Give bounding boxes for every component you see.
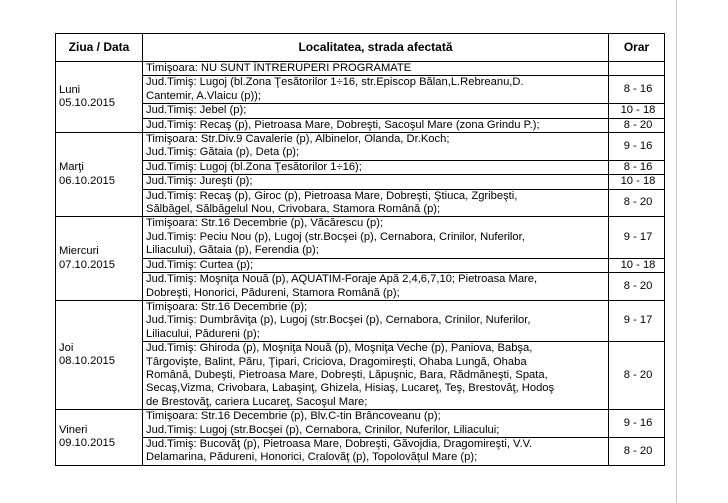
location-line: Liliacului, Pădureni (p); — [146, 327, 260, 340]
time-cell: 8 - 20 — [609, 189, 665, 217]
day-cell — [56, 133, 143, 217]
table-row — [56, 133, 665, 161]
location-line: de Brestovăţ, cariera Lucareţ, Sacoşul Mare; — [146, 395, 368, 408]
time-cell: 8 - 20 — [609, 118, 665, 132]
time-cell: 8 - 16 — [609, 160, 665, 174]
time-cell: 10 - 18 — [609, 175, 665, 189]
day-name: Vineri — [59, 424, 88, 437]
day-date: 06.10.2015 — [59, 174, 115, 187]
location-cell — [143, 217, 609, 258]
location-line: Timişoara: Str.16 Decembrie (p), Blv.C-tin Brâncoveanu (p); — [146, 410, 441, 423]
time-cell — [609, 62, 665, 76]
location-line: Cantemir, A.Vlaicu (p)); — [146, 89, 262, 102]
day-name: Marţi — [59, 161, 84, 174]
location-line: Timişoara: Str.Div.9 Cavalerie (p), Albinelor, Olanda, Dr.Koch; — [146, 133, 450, 146]
location-line: Jud.Timiş: Curtea (p); — [146, 258, 254, 271]
location-line: Dobreşti, Honorici, Pădureni, Stamora Română (p); — [146, 286, 400, 299]
table-row — [56, 410, 665, 438]
location-line: Jud.Timiş: Dumbrăviţa (p), Lugoj (str.Bocşei (p), Cernabora, Crinilor, Nuferilor, — [146, 314, 531, 327]
location-line: Târgovişte, Balint, Păru, Ţipari, Criciova, Dragomireşti, Ohaba Lungă, Ohaba — [146, 355, 527, 368]
location-cell — [143, 189, 609, 217]
day-cell — [56, 300, 143, 409]
header-location: Localitatea, strada afectată — [143, 34, 609, 62]
location-line: Jud.Timiş: Moşniţa Nouă (p), AQUATIM-Foraje Apă 2,4,6,7,10; Pietroasa Mare, — [146, 273, 538, 286]
location-line: Jud.Timiş: Ghiroda (p), Moşniţa Nouă (p), Moşniţa Veche (p), Paniova, Babşa, — [146, 342, 533, 355]
location-cell — [143, 300, 609, 341]
location-line: Secaş,Vizma, Crivobara, Labaşinţ, Ghizela, Hisiaş, Lucareţ, Teş, Brestovăţ, Hodoş — [146, 382, 555, 395]
location-line: Română, Dubeşti, Pietroasa Mare, Dobreşti, Lăpuşnic, Bara, Rădmăneşti, Spata, — [146, 368, 548, 381]
location-cell — [143, 133, 609, 161]
location-line: Timişoara: Str.16 Decembrie (p); — [146, 300, 308, 313]
table-row — [56, 342, 665, 410]
table-row — [56, 258, 665, 272]
header-time: Orar — [609, 34, 665, 62]
table-row — [56, 160, 665, 174]
location-cell — [143, 104, 609, 118]
table-row — [56, 76, 665, 104]
time-cell: 10 - 18 — [609, 258, 665, 272]
time-cell: 8 - 20 — [609, 342, 665, 410]
location-cell — [143, 160, 609, 174]
day-name: Luni — [59, 83, 81, 96]
time-cell: 9 - 17 — [609, 217, 665, 258]
table-row — [56, 104, 665, 118]
location-cell — [143, 410, 609, 438]
location-line: Timişoara: Str.16 Decembrie (p), Văcărescu (p); — [146, 217, 384, 230]
table-row — [56, 175, 665, 189]
time-cell: 9 - 16 — [609, 133, 665, 161]
location-line: Delamarina, Pădureni, Honorici, Cralovăţ (p), Topolovăţul Mare (p); — [146, 451, 478, 464]
table-row — [56, 300, 665, 341]
location-line: Jud.Timiş: Lugoj (bl.Zona Ţesătorilor 1÷16); — [146, 160, 362, 173]
location-line: Jud.Timiş: Lugoj (bl.Zona Ţesătorilor 1÷16, str.Episcop Bălan,L.Rebreanu,D. — [146, 76, 524, 89]
day-date: 07.10.2015 — [59, 258, 115, 271]
table-row — [56, 62, 665, 76]
time-cell: 10 - 18 — [609, 104, 665, 118]
header-day: Ziua / Data — [56, 34, 143, 62]
location-cell — [143, 62, 609, 76]
day-date: 09.10.2015 — [59, 437, 115, 450]
time-cell: 8 - 20 — [609, 273, 665, 301]
location-line: Jud.Timiş: Bucovăţ (p), Pietroasa Mare, Dobreşti, Găvojdia, Dragomireşti, V.V. — [146, 437, 533, 450]
table-row — [56, 118, 665, 132]
location-line: Jud.Timiş: Jebel (p); — [146, 104, 247, 117]
location-line: Timişoara: NU SUNT ÎNTRERUPERI PROGRAMATE — [146, 62, 412, 74]
location-cell — [143, 273, 609, 301]
location-line: Jud.Timiş: Peciu Nou (p), Lugoj (str.Bocşei (p), Cernabora, Crinilor, Nuferilor, — [146, 230, 525, 243]
outage-schedule-table — [55, 33, 665, 466]
time-cell: 9 - 17 — [609, 300, 665, 341]
page-edge — [676, 0, 677, 503]
time-cell: 8 - 20 — [609, 437, 665, 465]
location-line: Jud.Timiş: Gătaia (p), Deta (p); — [146, 146, 300, 159]
location-line: Sălbăgel, Sălbăgelul Nou, Crivobara, Stamora Română (p); — [146, 203, 441, 216]
location-line: Jud.Timiş: Recaş (p), Pietroasa Mare, Dobreşti, Sacoşul Mare (zona Grindu P.); — [146, 118, 540, 131]
table-row — [56, 273, 665, 301]
location-line: Jud.Timiş: Jureşti (p); — [146, 175, 253, 188]
table-row — [56, 189, 665, 217]
location-cell — [143, 175, 609, 189]
location-cell — [143, 76, 609, 104]
location-line: Liliacului), Gătaia (p), Ferendia (p); — [146, 244, 319, 257]
time-cell: 9 - 16 — [609, 410, 665, 438]
location-line: Jud.Timiş: Lugoj (str.Bocşei (p), Cernabora, Crinilor, Nuferilor, Liliacului; — [146, 423, 500, 436]
day-date: 08.10.2015 — [59, 355, 115, 368]
location-line: Jud.Timiş: Recaş (p), Giroc (p), Pietroasa Mare, Dobreşti, Ştiuca, Zgribeşti, — [146, 189, 518, 202]
header-row — [56, 34, 665, 62]
time-cell: 8 - 16 — [609, 76, 665, 104]
location-cell — [143, 258, 609, 272]
day-name: Joi — [59, 341, 74, 354]
table-row — [56, 437, 665, 465]
day-name: Miercuri — [59, 245, 99, 258]
location-cell — [143, 118, 609, 132]
day-cell — [56, 217, 143, 300]
table-row — [56, 217, 665, 258]
day-date: 05.10.2015 — [59, 97, 115, 110]
day-cell — [56, 410, 143, 466]
location-cell — [143, 342, 609, 410]
location-cell — [143, 437, 609, 465]
day-cell — [56, 62, 143, 133]
